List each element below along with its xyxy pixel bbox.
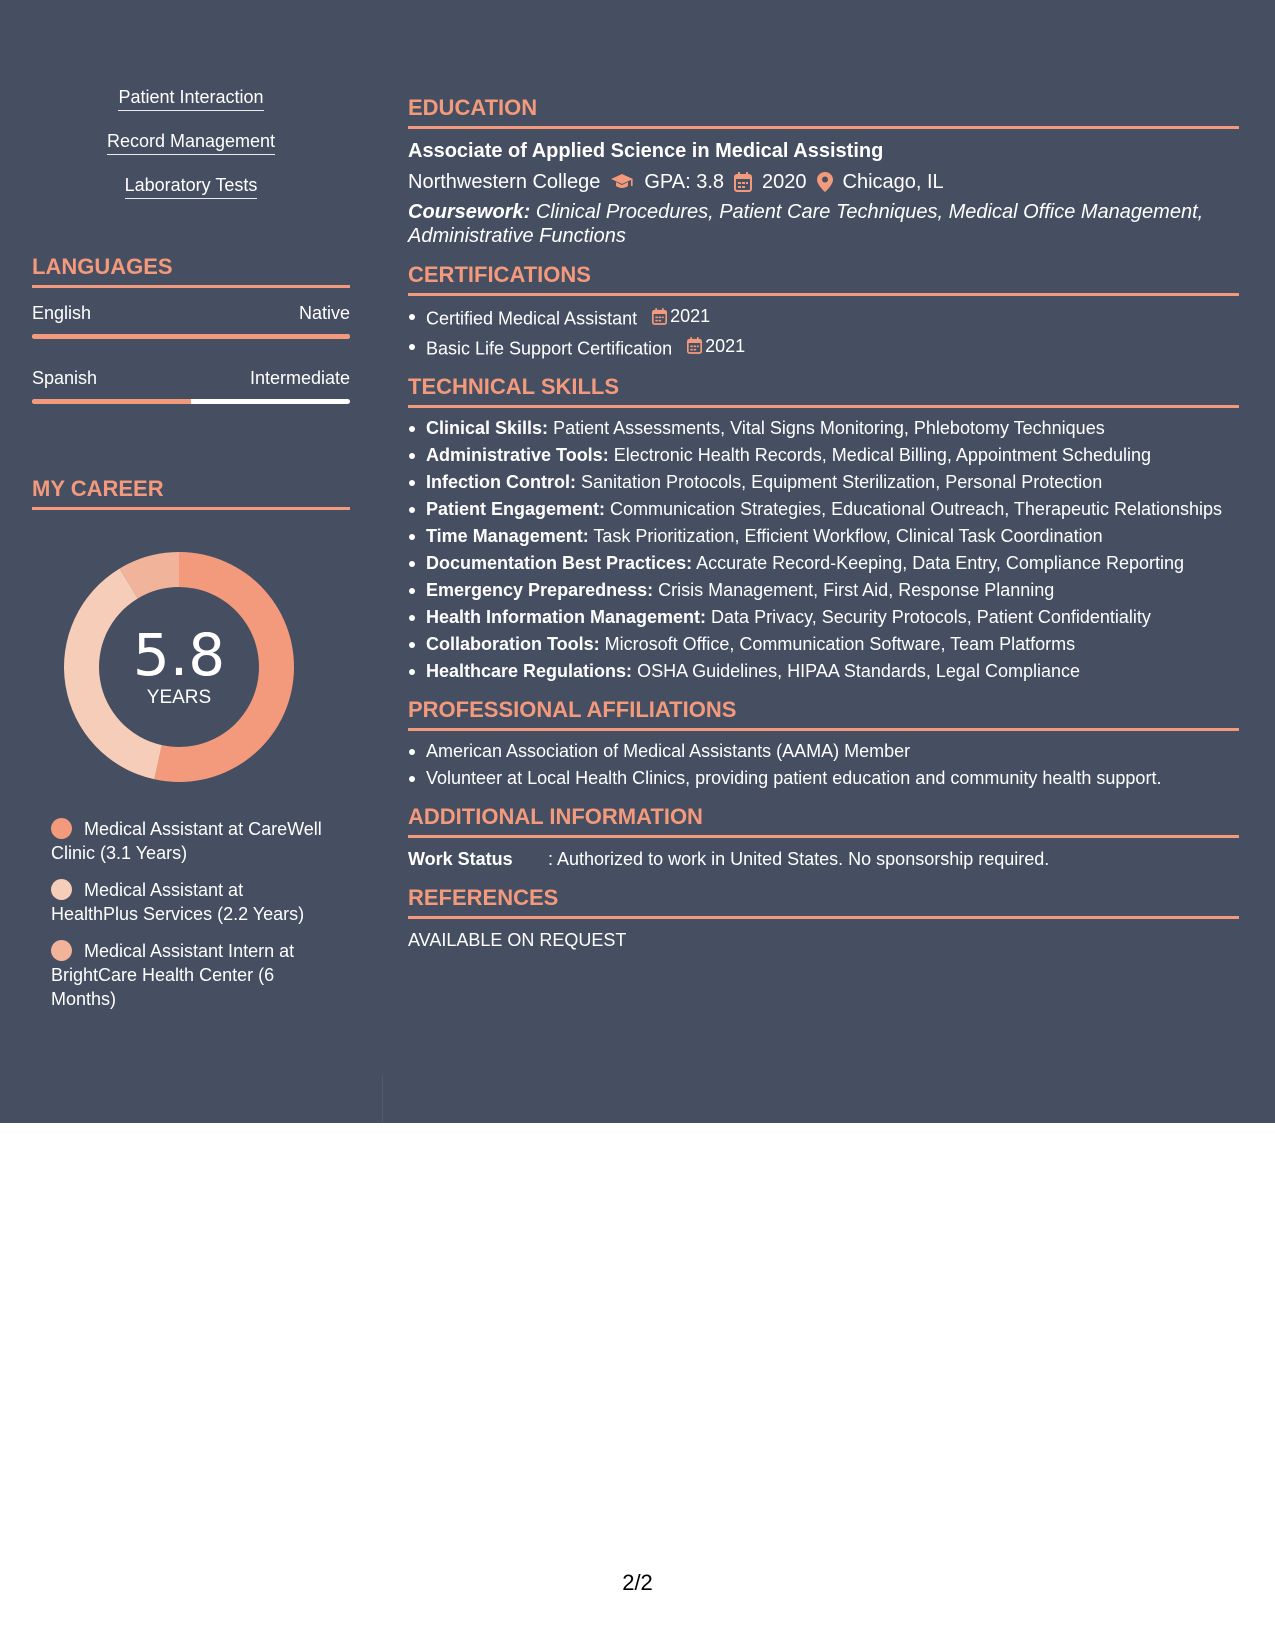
calendar-icon: [652, 308, 667, 325]
certification-name: Certified Medical Assistant: [426, 308, 638, 329]
skill-text: Patient Assessments, Vital Signs Monitoring, Phlebotomy Techniques: [553, 418, 1105, 438]
legend-dot: [51, 879, 72, 900]
skill-item: [408, 524, 1239, 548]
legend-item: [51, 878, 331, 926]
education-section: [408, 95, 1239, 248]
skill-label: Clinical Skills:: [426, 418, 549, 438]
references-text: AVAILABLE ON REQUEST: [408, 930, 627, 950]
sidebar: [32, 86, 350, 1024]
language-level: Native: [298, 303, 350, 323]
language-bar-fill: [32, 399, 191, 404]
skill-text: Sanitation Protocols, Equipment Sterilization, Personal Protection: [581, 472, 1103, 492]
language-bar: [32, 399, 350, 404]
calendar-icon: [687, 337, 702, 354]
skill-link-record-management[interactable]: Record Management: [107, 130, 275, 155]
legend-label: Medical Assistant at CareWell Clinic (3.1 Years): [51, 819, 322, 863]
certification-year: 2021: [670, 306, 711, 326]
skill-label: Emergency Preparedness:: [426, 580, 654, 600]
skill-text: Data Privacy, Security Protocols, Patient Confidentiality: [711, 607, 1151, 627]
skill-text: Communication Strategies, Educational Outreach, Therapeutic Relationships: [610, 499, 1223, 519]
skill-label: Patient Engagement:: [426, 499, 606, 519]
skill-item: [408, 551, 1239, 575]
language-name: English: [32, 303, 92, 323]
language-english: [32, 302, 350, 339]
skill-text: Electronic Health Records, Medical Billing, Appointment Scheduling: [613, 445, 1152, 465]
education-degree: Associate of Applied Science in Medical Assisting: [408, 140, 884, 162]
skill-item: [408, 470, 1239, 494]
language-bar: [32, 334, 350, 339]
language-spanish: [32, 367, 350, 404]
career-legend: [51, 817, 331, 1011]
career-total-unit: YEARS: [146, 687, 212, 708]
affiliations-heading: PROFESSIONAL AFFILIATIONS: [408, 697, 1239, 731]
education-meta: [408, 170, 1239, 194]
skill-item: [408, 659, 1239, 683]
skill-label: Infection Control:: [426, 472, 576, 492]
skill-label: Healthcare Regulations:: [426, 661, 633, 681]
skill-label: Collaboration Tools:: [426, 634, 600, 654]
skills-list: [32, 86, 350, 218]
skill-text: OSHA Guidelines, HIPAA Standards, Legal Compliance: [637, 661, 1080, 681]
skill-link-patient-interaction[interactable]: Patient Interaction: [118, 86, 263, 111]
language-bar-fill: [32, 334, 350, 339]
technical-skills-heading: TECHNICAL SKILLS: [408, 374, 1239, 408]
skill-label: Administrative Tools:: [426, 445, 609, 465]
language-name: Spanish: [32, 368, 98, 388]
education-gpa: GPA: 3.8: [644, 171, 724, 193]
legend-label: Medical Assistant at HealthPlus Services (2.2 Years): [51, 880, 305, 924]
career-donut-chart: [64, 552, 294, 782]
certification-name: Basic Life Support Certification: [426, 338, 673, 358]
skill-label: Documentation Best Practices:: [426, 553, 693, 573]
references-section: [408, 885, 1239, 952]
calendar-icon: [734, 172, 752, 192]
certification-year: 2021: [705, 335, 746, 356]
coursework-label: Coursework:: [408, 201, 531, 223]
skill-label: Health Information Management:: [426, 607, 707, 627]
skill-text: Crisis Management, First Aid, Response Planning: [658, 580, 1055, 600]
location-pin-icon: [817, 172, 833, 192]
skill-label: Time Management:: [426, 526, 589, 546]
certifications-section: [408, 262, 1239, 360]
column-divider: [382, 1075, 383, 1123]
skill-item: [408, 443, 1239, 467]
languages-heading: LANGUAGES: [32, 254, 350, 288]
skill-item: [408, 632, 1239, 656]
legend-item: [51, 817, 331, 865]
certification-item: [408, 334, 1239, 361]
certification-date: [687, 334, 745, 358]
coursework-text: Clinical Procedures, Patient Care Techniques, Medical Office Management, Administrative Functions: [408, 201, 1204, 247]
main-content: [408, 95, 1239, 966]
career-heading: MY CAREER: [32, 476, 350, 510]
legend-dot: [51, 940, 72, 961]
certifications-heading: CERTIFICATIONS: [408, 262, 1239, 296]
language-level: Intermediate: [249, 368, 350, 388]
certification-item: [408, 304, 1239, 331]
legend-label: Medical Assistant Intern at BrightCare Health Center (6 Months): [51, 941, 295, 1009]
certifications-list: [408, 304, 1239, 360]
work-status-label: Work Status: [408, 849, 513, 869]
skill-item: [408, 578, 1239, 602]
career-section: [32, 476, 350, 1011]
work-status-value: : Authorized to work in United States. No sponsorship required.: [548, 849, 1050, 869]
career-total: [64, 552, 294, 782]
legend-item: [51, 939, 331, 1011]
skill-text: Microsoft Office, Communication Software, Team Platforms: [604, 634, 1076, 654]
skill-item: [408, 605, 1239, 629]
certification-date: [652, 304, 710, 328]
references-heading: REFERENCES: [408, 885, 1239, 919]
additional-info-section: [408, 804, 1239, 871]
education-coursework: [408, 200, 1239, 248]
graduation-cap-icon: [610, 173, 634, 191]
affiliation-item: American Association of Medical Assistants (AAMA) Member: [408, 739, 1239, 763]
skill-item: [408, 416, 1239, 440]
education-heading: EDUCATION: [408, 95, 1239, 129]
skill-text: Accurate Record-Keeping, Data Entry, Compliance Reporting: [696, 553, 1185, 573]
skill-text: Task Prioritization, Efficient Workflow, Clinical Task Coordination: [593, 526, 1103, 546]
skill-item: [408, 497, 1239, 521]
education-school: Northwestern College: [408, 171, 601, 193]
technical-skills-section: [408, 374, 1239, 683]
work-status-row: [408, 847, 1239, 871]
education-year: 2020: [762, 171, 807, 193]
technical-skills-list: [408, 416, 1239, 683]
affiliations-list: [408, 739, 1239, 790]
affiliations-section: [408, 697, 1239, 790]
career-total-number: 5.8: [132, 621, 226, 689]
legend-dot: [51, 818, 72, 839]
affiliation-item: Volunteer at Local Health Clinics, providing patient education and community health support.: [408, 766, 1239, 790]
page-number: 2/2: [622, 1570, 653, 1595]
additional-info-heading: ADDITIONAL INFORMATION: [408, 804, 1239, 838]
skill-link-laboratory-tests[interactable]: Laboratory Tests: [125, 174, 258, 199]
languages-section: [32, 254, 350, 404]
education-location: Chicago, IL: [842, 171, 944, 193]
